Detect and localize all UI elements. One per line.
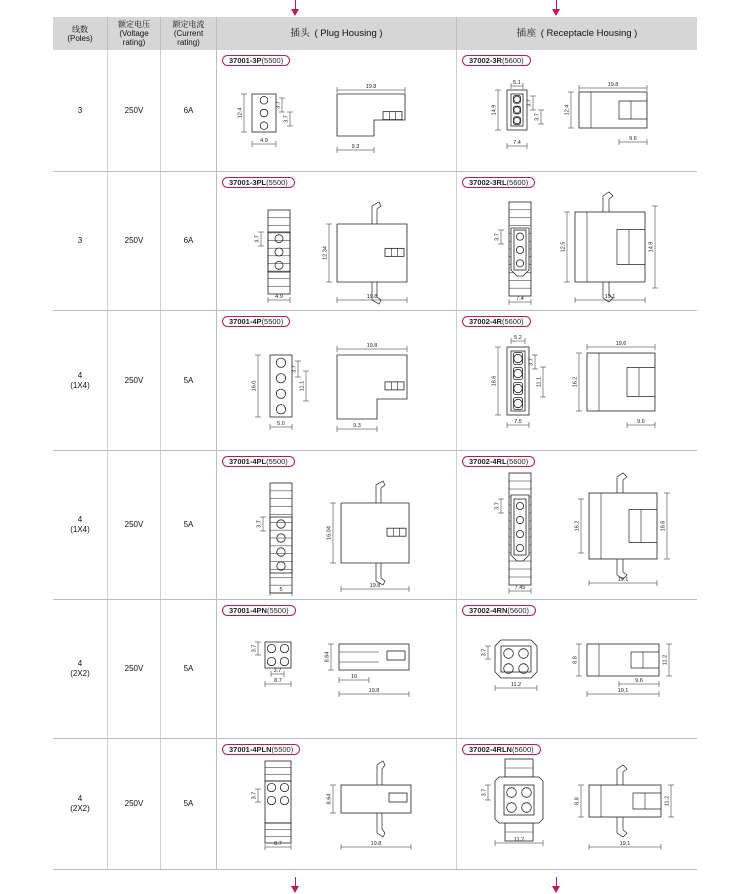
receptacle-drawing — [457, 311, 697, 451]
voltage-value: 250V — [124, 799, 144, 808]
header-current-cn: 额定电流 — [172, 20, 205, 29]
dim-height: 8.8 — [574, 797, 581, 805]
series-code: (5600) — [501, 317, 524, 326]
dim-offset: 9.3 — [353, 423, 361, 429]
voltage-value: 250V — [124, 375, 144, 385]
header-receptacle-cn: 插座 — [516, 28, 537, 39]
current-value: 6A — [183, 236, 194, 245]
dim-offset: 9.6 — [635, 678, 643, 684]
receptacle-column-arrow-top — [556, 0, 557, 10]
dim-height: 16.2 — [572, 376, 579, 388]
current-value: 5A — [183, 375, 194, 385]
plug-drawing — [217, 739, 457, 870]
header-voltage — [108, 17, 161, 50]
poles-value: 4 — [77, 370, 83, 380]
connector-spec-table — [53, 17, 697, 870]
part-code: 37001-4PLN — [229, 745, 272, 754]
header-poles-cn: 线数 — [72, 24, 88, 34]
part-code: 37001-4PL — [229, 457, 267, 466]
table-row — [53, 600, 697, 739]
header-plug-cn: 插头 — [290, 28, 311, 39]
dim-width: 7.4 — [516, 296, 524, 302]
series-code: (5500) — [266, 606, 289, 615]
poles-cell — [53, 451, 108, 599]
receptacle-drawing — [457, 600, 697, 739]
dim-top: 5.1 — [513, 80, 521, 86]
poles-cell — [53, 311, 108, 450]
part-code: 37002-3R — [469, 56, 502, 65]
dim-pitch: 3.7 — [251, 644, 258, 653]
dim-height: 8.64 — [326, 793, 333, 805]
part-code: 37002-4RL — [469, 457, 507, 466]
side-view-body — [337, 224, 407, 282]
part-code: 37002-4RLN — [469, 745, 512, 754]
plug-drawing — [217, 600, 457, 739]
poles-value: 4 — [77, 515, 83, 524]
part-code: 37001-4P — [229, 317, 262, 326]
header-poles-en: (Poles) — [67, 33, 93, 43]
dim-width: 7.4 — [513, 140, 521, 146]
dim-offset: 9.6 — [629, 136, 637, 142]
header-voltage-en1: (Voltage — [119, 29, 149, 38]
dim-span: 11.1 — [299, 380, 306, 392]
dim-height: 12.4 — [564, 104, 571, 116]
poles-arrangement: (1X4) — [70, 380, 90, 390]
dim-pitch: 3.7 — [481, 648, 488, 657]
poles-cell — [53, 50, 108, 171]
header-current-en1: (Current — [173, 29, 204, 38]
dim-pitch: 3.7 — [526, 99, 533, 107]
voltage-cell — [108, 172, 161, 310]
front-view-body — [270, 355, 292, 417]
dim-offset: 9.3 — [351, 144, 360, 150]
series-code: (5600) — [506, 457, 529, 466]
voltage-cell — [108, 311, 161, 450]
dim-width: 7.5 — [514, 419, 522, 425]
dim-height: 11.2 — [662, 654, 669, 666]
header-poles — [53, 17, 108, 50]
dim-pitch: 3.7 — [481, 788, 488, 797]
dim-height: 16.0 — [251, 380, 258, 392]
dim-height: 18.6 — [491, 375, 498, 387]
part-code: 37002-3RL — [469, 178, 507, 187]
header-receptacle-en: ( Receptacle Housing ) — [540, 28, 638, 39]
series-code: (5600) — [511, 745, 534, 754]
dim-height: 18.6 — [660, 520, 667, 532]
part-code: 37002-4RN — [469, 606, 508, 615]
side-view-body — [341, 503, 409, 563]
dim-pitch: 3.7 — [251, 791, 258, 800]
plug-housing-cell — [217, 311, 457, 450]
voltage-value: 250V — [124, 236, 144, 245]
dim-length: 19.1 — [619, 841, 631, 847]
current-cell — [161, 172, 217, 310]
dim-height: 14.9 — [491, 104, 498, 116]
poles-arrangement: (2X2) — [70, 804, 90, 813]
receptacle-housing-cell — [457, 311, 697, 450]
plug-column-arrow-top — [295, 0, 296, 10]
poles-arrangement: (2X2) — [70, 669, 90, 678]
header-voltage-cn: 额定电压 — [118, 20, 150, 29]
voltage-value: 250V — [124, 664, 144, 673]
front-view-body — [268, 232, 290, 272]
dim-height: 8.64 — [324, 651, 331, 663]
dim-width: 5.0 — [277, 421, 285, 427]
header-current — [161, 17, 217, 50]
series-code: (5500) — [271, 745, 294, 754]
series-code: (5600) — [506, 178, 529, 187]
receptacle-housing-cell — [457, 739, 697, 869]
current-value: 5A — [183, 664, 194, 673]
current-cell — [161, 739, 217, 869]
table-row — [53, 172, 697, 311]
dim-pitch: 3.7 — [273, 668, 282, 674]
poles-value: 4 — [77, 659, 83, 668]
current-cell — [161, 311, 217, 450]
dim-pitch: 3.7 — [534, 113, 541, 121]
dim-length: 19.1 — [617, 688, 629, 694]
part-code: 37002-4R — [469, 317, 502, 326]
header-receptacle-housing — [457, 17, 697, 50]
front-view-body — [265, 781, 291, 823]
plug-housing-cell — [217, 172, 457, 310]
series-code: (5600) — [507, 606, 530, 615]
table-row — [53, 311, 697, 451]
front-view-body — [270, 517, 292, 573]
dim-length: 19.8 — [366, 294, 378, 300]
current-cell — [161, 50, 217, 171]
plug-column-arrow-bottom — [295, 877, 296, 887]
current-cell — [161, 451, 217, 599]
dim-width: 4.9 — [260, 138, 268, 144]
dim-pitch: 3.7 — [254, 235, 261, 243]
poles-value: 4 — [77, 794, 83, 803]
series-code: (5500) — [261, 56, 284, 65]
dim-length: 19.8 — [366, 343, 378, 349]
receptacle-drawing — [457, 739, 697, 870]
poles-value: 3 — [77, 236, 83, 245]
dim-top: 5.2 — [514, 335, 522, 341]
dim-height: 11.2 — [664, 795, 671, 807]
dim-width: 5 — [279, 587, 283, 593]
receptacle-column-arrow-bottom — [556, 877, 557, 887]
plug-drawing — [217, 311, 457, 451]
poles-value: 3 — [77, 105, 83, 115]
side-view-body — [337, 94, 405, 136]
dim-offset: 10 — [350, 674, 358, 680]
receptacle-drawing — [457, 50, 697, 172]
dim-width: 7.45 — [514, 585, 526, 591]
dim-pitch: 3.7 — [528, 358, 535, 366]
dim-length: 19.1 — [617, 577, 629, 583]
dim-width: 4.9 — [275, 294, 283, 300]
voltage-cell — [108, 600, 161, 738]
voltage-cell — [108, 739, 161, 869]
poles-cell — [53, 739, 108, 869]
receptacle-housing-cell — [457, 50, 697, 171]
series-code: (5500) — [266, 178, 288, 187]
plug-housing-cell — [217, 600, 457, 738]
voltage-value: 250V — [124, 520, 144, 529]
dim-width: 11.2 — [510, 682, 522, 688]
front-view-body — [252, 94, 276, 132]
part-code: 37001-3P — [229, 56, 262, 65]
plug-housing-cell — [217, 50, 457, 171]
poles-arrangement: (1X4) — [70, 525, 90, 534]
dim-width: 8.7 — [274, 841, 282, 847]
header-voltage-en2: rating) — [122, 38, 146, 47]
header-plug-en: ( Plug Housing ) — [314, 28, 383, 39]
dim-height: 12.5 — [560, 241, 567, 253]
dim-span: 11.1 — [536, 376, 543, 388]
poles-cell — [53, 172, 108, 310]
receptacle-housing-cell — [457, 451, 697, 599]
front-view-body — [265, 642, 291, 668]
series-code: (5600) — [501, 56, 524, 65]
dim-pitch: 3.7 — [494, 233, 501, 241]
dim-pitch: 3.7 — [283, 115, 290, 123]
voltage-cell — [108, 50, 161, 171]
dim-length: 19.8 — [365, 84, 377, 90]
dim-length: 19.8 — [369, 583, 381, 589]
dim-width: 8.7 — [274, 678, 282, 684]
current-value: 5A — [183, 520, 194, 529]
current-cell — [161, 600, 217, 738]
table-row — [53, 451, 697, 600]
header-current-en2: rating) — [177, 38, 200, 47]
dim-width: 11.2 — [513, 837, 525, 843]
side-view-body — [337, 355, 407, 419]
voltage-value: 250V — [124, 105, 144, 115]
dim-height: 8.8 — [572, 656, 579, 664]
dim-total: 14.9 — [648, 241, 655, 253]
receptacle-housing-cell — [457, 172, 697, 310]
front-view-body — [511, 351, 525, 411]
voltage-cell — [108, 451, 161, 599]
part-code: 37001-4PN — [229, 606, 267, 615]
receptacle-drawing — [457, 451, 697, 600]
dim-length: 19.6 — [615, 341, 627, 347]
table-row — [53, 50, 697, 172]
receptacle-housing-cell — [457, 600, 697, 738]
header-plug-housing — [217, 17, 457, 50]
dim-height: 12.4 — [237, 107, 244, 119]
table-header — [53, 17, 697, 50]
plug-drawing — [217, 451, 457, 600]
front-view-body — [511, 94, 523, 126]
part-code: 37001-3PL — [229, 178, 267, 187]
plug-drawing — [217, 50, 457, 172]
series-code: (5500) — [266, 457, 288, 466]
dim-height: 16.04 — [326, 526, 333, 540]
dim-pitch: 3.7 — [256, 520, 263, 528]
dim-inner: 16.2 — [574, 520, 581, 532]
table-row — [53, 739, 697, 870]
series-code: (5500) — [261, 317, 284, 326]
poles-cell — [53, 600, 108, 738]
dim-height: 12.34 — [322, 246, 329, 260]
dim-length: 19.8 — [368, 688, 380, 694]
dim-length: 19.1 — [604, 294, 616, 300]
dim-length: 19.8 — [607, 82, 619, 88]
plug-housing-cell — [217, 739, 457, 869]
dim-pitch: 3.7 — [275, 101, 282, 109]
dim-pitch: 3.7 — [291, 365, 298, 373]
current-value: 6A — [183, 105, 194, 115]
dim-length: 19.8 — [370, 841, 382, 847]
current-value: 5A — [183, 799, 194, 808]
dim-pitch: 3.7 — [494, 502, 501, 510]
plug-housing-cell — [217, 451, 457, 599]
plug-drawing — [217, 172, 457, 311]
dim-offset: 9.6 — [637, 419, 645, 425]
receptacle-drawing — [457, 172, 697, 311]
